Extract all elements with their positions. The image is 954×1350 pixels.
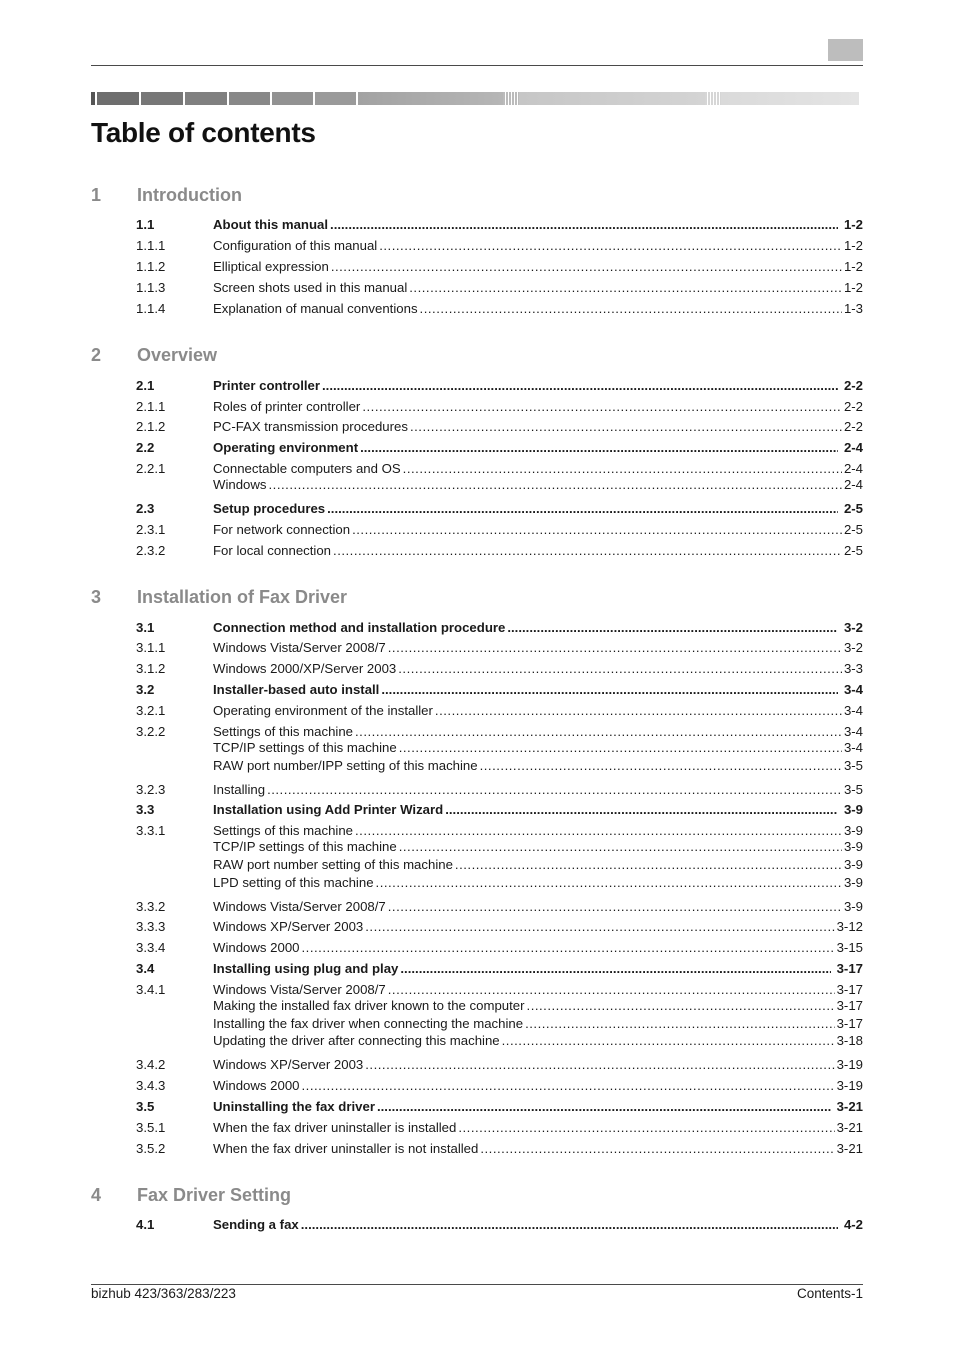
- toc-entry-page: 2-4: [843, 440, 863, 455]
- footer-model: bizhub 423/363/283/223: [91, 1286, 236, 1301]
- toc-entry-number: 3.1.2: [136, 661, 166, 676]
- toc-entry-label: Installation using Add Printer Wizard: [213, 802, 444, 817]
- toc-entry[interactable]: [136, 1216, 863, 1233]
- toc-entry-page: 3-4: [843, 740, 863, 755]
- toc-entry[interactable]: [136, 781, 863, 798]
- toc-entry[interactable]: [136, 702, 863, 719]
- toc-entry-page: 3-4: [843, 703, 863, 718]
- toc-entry-page: 2-5: [843, 501, 863, 516]
- toc-entry-number: 3.4.2: [136, 1057, 166, 1072]
- dot-leader: [409, 279, 842, 296]
- dot-leader: [403, 460, 842, 477]
- toc-entry-number: 3.3.4: [136, 940, 166, 955]
- toc-entry-page: 3-21: [836, 1141, 863, 1156]
- dot-leader: [445, 801, 838, 818]
- toc-entry[interactable]: [136, 300, 863, 317]
- toc-entry-label: Uninstalling the fax driver: [213, 1099, 375, 1114]
- dot-leader: [355, 822, 842, 839]
- toc-entry-number: 1.1.3: [136, 280, 166, 295]
- toc-entry[interactable]: [136, 723, 863, 740]
- chapter-title: Introduction: [137, 185, 242, 205]
- toc-entry[interactable]: [136, 1015, 863, 1032]
- chapter-heading: [91, 1185, 863, 1209]
- toc-entry-number: 3.5.2: [136, 1141, 166, 1156]
- toc-entry-label: Installing the fax driver when connecting the machine: [213, 1016, 524, 1031]
- toc-entry-number: 3.1: [136, 620, 155, 635]
- toc-entry-number: 3.4.3: [136, 1078, 166, 1093]
- toc-entry-page: 3-2: [843, 620, 863, 635]
- toc-entry-page: 3-4: [843, 724, 863, 739]
- dot-leader: [458, 1119, 834, 1136]
- toc-entry-label: Setup procedures: [213, 501, 326, 516]
- dot-leader: [269, 476, 842, 493]
- header-tab: [828, 39, 863, 61]
- toc-entry-page: 1-2: [843, 259, 863, 274]
- dot-leader: [327, 500, 838, 517]
- toc-entry[interactable]: [136, 838, 863, 855]
- toc-entry-label: Printer controller: [213, 378, 320, 393]
- toc-entry[interactable]: [136, 939, 863, 956]
- dot-leader: [376, 874, 842, 891]
- dot-leader: [302, 939, 835, 956]
- dot-leader: [388, 981, 835, 998]
- toc-entry-label: Windows Vista/Server 2008/7: [213, 899, 386, 914]
- toc-entry-page: 2-5: [843, 522, 863, 537]
- toc-entry-label: RAW port number setting of this machine: [213, 857, 453, 872]
- toc-entry-number: 1.1.4: [136, 301, 166, 316]
- toc-entry[interactable]: [136, 279, 863, 296]
- toc-entry-number: 3.2: [136, 682, 155, 697]
- toc-entry-label: About this manual: [213, 217, 329, 232]
- dot-leader: [365, 918, 834, 935]
- dot-leader: [365, 1056, 834, 1073]
- toc-entry[interactable]: [136, 856, 863, 873]
- dot-leader: [502, 1032, 835, 1049]
- toc-entry-label: Installing: [213, 782, 266, 797]
- toc-entry[interactable]: [136, 216, 863, 233]
- toc-entry-label: Connectable computers and OS: [213, 461, 401, 476]
- toc-entry-label: For network connection: [213, 522, 351, 537]
- toc-entry[interactable]: [136, 757, 863, 774]
- toc-entry-label: For local connection: [213, 543, 332, 558]
- dot-leader: [381, 681, 838, 698]
- dot-leader: [435, 702, 842, 719]
- toc-entry-label: Making the installed fax driver known to the computer: [213, 998, 525, 1013]
- toc-entry[interactable]: [136, 1098, 863, 1115]
- toc-entry-number: 3.4.1: [136, 982, 166, 997]
- toc-entry-page: 3-21: [836, 1099, 863, 1114]
- toc-entry-number: 3.2.2: [136, 724, 166, 739]
- toc-entry-page: 2-2: [843, 419, 863, 434]
- dot-leader: [507, 619, 838, 636]
- toc-entry-page: 2-4: [843, 461, 863, 476]
- toc-entry-page: 3-21: [836, 1120, 863, 1135]
- toc-entry-label: LPD setting of this machine: [213, 875, 374, 890]
- toc-entry-page: 2-4: [843, 477, 863, 492]
- toc-entry[interactable]: [136, 960, 863, 977]
- toc-entry-label: Windows XP/Server 2003: [213, 1057, 364, 1072]
- toc-entry-label: Windows XP/Server 2003: [213, 919, 364, 934]
- toc-entry-number: 2.2: [136, 440, 155, 455]
- chapter-title: Fax Driver Setting: [137, 1185, 292, 1205]
- toc-entry-label: Screen shots used in this manual: [213, 280, 408, 295]
- toc-entry[interactable]: [136, 476, 863, 493]
- toc-entry[interactable]: [136, 398, 863, 415]
- toc-entry-page: 3-12: [836, 919, 863, 934]
- toc-entry-label: Configuration of this manual: [213, 238, 378, 253]
- chapter-number: 4: [91, 1185, 102, 1205]
- toc-entry-label: Installing using plug and play: [213, 961, 399, 976]
- footer-page-number: Contents-1: [796, 1286, 863, 1301]
- dot-leader: [480, 1140, 834, 1157]
- chapter-heading: [91, 345, 863, 369]
- dot-leader: [362, 398, 842, 415]
- toc-entry-label: Windows Vista/Server 2008/7: [213, 640, 386, 655]
- toc-entry-number: 3.2.1: [136, 703, 166, 718]
- toc-entry-page: 3-4: [843, 682, 863, 697]
- toc-entry-number: 1.1.2: [136, 259, 166, 274]
- toc-entry-page: 2-5: [843, 543, 863, 558]
- toc-entry-page: 4-2: [843, 1217, 863, 1232]
- toc-entry-label: Connection method and installation procedure: [213, 620, 506, 635]
- toc-entry-label: Sending a fax: [213, 1217, 299, 1232]
- toc-entry-page: 1-2: [843, 238, 863, 253]
- dot-leader: [399, 838, 842, 855]
- toc-entry-number: 2.1.2: [136, 419, 166, 434]
- dot-leader: [388, 639, 842, 656]
- page-title: Table of contents: [91, 117, 316, 148]
- toc-entry-label: Updating the driver after connecting this machine: [213, 1033, 500, 1048]
- toc-entry[interactable]: [136, 801, 863, 818]
- toc-entry-page: 3-19: [836, 1078, 863, 1093]
- toc-entry-label: TCP/IP settings of this machine: [213, 740, 397, 755]
- toc-entry-number: 2.3.2: [136, 543, 166, 558]
- toc-entry[interactable]: [136, 460, 863, 477]
- toc-entry-label: When the fax driver uninstaller is not installed: [213, 1141, 479, 1156]
- toc-entry-label: Windows 2000/XP/Server 2003: [213, 661, 397, 676]
- dot-leader: [480, 757, 842, 774]
- toc-entry-page: 3-2: [843, 640, 863, 655]
- toc-entry[interactable]: [136, 1077, 863, 1094]
- decorative-bar: [91, 92, 863, 105]
- dot-leader: [267, 781, 842, 798]
- toc-entry-number: 2.1: [136, 378, 155, 393]
- toc-entry-page: 3-17: [836, 1016, 863, 1031]
- toc-entry-page: 3-3: [843, 661, 863, 676]
- toc-entry-number: 1.1.1: [136, 238, 166, 253]
- toc-entry-label: When the fax driver uninstaller is installed: [213, 1120, 457, 1135]
- dot-leader: [331, 258, 842, 275]
- toc-entry-label: Roles of printer controller: [213, 399, 361, 414]
- toc-entry[interactable]: [136, 377, 863, 394]
- toc-entry[interactable]: [136, 639, 863, 656]
- toc-entry[interactable]: [136, 542, 863, 559]
- toc-entry[interactable]: [136, 237, 863, 254]
- toc-entry-label: Operating environment: [213, 440, 359, 455]
- toc-entry-label: TCP/IP settings of this machine: [213, 839, 397, 854]
- toc-entry[interactable]: [136, 918, 863, 935]
- toc-entry-page: 3-5: [843, 782, 863, 797]
- toc-entry-page: 1-2: [843, 280, 863, 295]
- toc-entry-page: 3-17: [836, 982, 863, 997]
- toc-entry-label: Operating environment of the installer: [213, 703, 433, 718]
- dot-leader: [455, 856, 842, 873]
- toc-entry-label: Windows 2000: [213, 940, 300, 955]
- toc-entry[interactable]: [136, 1032, 863, 1049]
- toc-entry-number: 3.5: [136, 1099, 155, 1114]
- toc-entry-page: 3-9: [843, 857, 863, 872]
- toc-entry-number: 2.1.1: [136, 399, 166, 414]
- toc-entry[interactable]: [136, 822, 863, 839]
- dot-leader: [355, 723, 842, 740]
- toc-entry[interactable]: [136, 874, 863, 891]
- toc-entry-page: 2-2: [843, 399, 863, 414]
- toc-entry-page: 1-3: [843, 301, 863, 316]
- toc-entry[interactable]: [136, 997, 863, 1014]
- toc-entry-page: 3-18: [836, 1033, 863, 1048]
- toc-entry-number: 3.1.1: [136, 640, 166, 655]
- dot-leader: [330, 216, 838, 233]
- toc-entry-label: Windows Vista/Server 2008/7: [213, 982, 386, 997]
- toc-entry[interactable]: [136, 521, 863, 538]
- dot-leader: [400, 960, 830, 977]
- dot-leader: [398, 660, 842, 677]
- dot-leader: [301, 1216, 838, 1233]
- toc-entry-label: Explanation of manual conventions: [213, 301, 418, 316]
- toc-entry-page: 3-5: [843, 758, 863, 773]
- toc-entry-page: 3-9: [843, 802, 863, 817]
- toc-entry[interactable]: [136, 439, 863, 456]
- toc-entry-label: Settings of this machine: [213, 823, 354, 838]
- dot-leader: [525, 1015, 835, 1032]
- toc-entry-page: 1-2: [843, 217, 863, 232]
- toc-entry-page: 3-9: [843, 875, 863, 890]
- toc-entry-number: 2.3: [136, 501, 155, 516]
- chapter-heading: [91, 587, 863, 611]
- dot-leader: [527, 997, 835, 1014]
- toc-entry[interactable]: [136, 1140, 863, 1157]
- toc-entry-number: 3.4: [136, 961, 155, 976]
- dot-leader: [302, 1077, 835, 1094]
- dot-leader: [322, 377, 838, 394]
- toc-entry-label: Settings of this machine: [213, 724, 354, 739]
- toc-entry[interactable]: [136, 418, 863, 435]
- toc-entry-number: 1.1: [136, 217, 155, 232]
- toc-entry-label: Windows 2000: [213, 1078, 300, 1093]
- toc-entry-label: RAW port number/IPP setting of this machine: [213, 758, 478, 773]
- toc-entry-number: 3.3: [136, 802, 155, 817]
- chapter-number: 2: [91, 345, 102, 365]
- toc-entry-label: Windows: [213, 477, 267, 492]
- toc-entry[interactable]: [136, 660, 863, 677]
- chapter-heading: [91, 185, 863, 209]
- dot-leader: [410, 418, 842, 435]
- toc-entry-page: 3-17: [836, 998, 863, 1013]
- dot-leader: [388, 898, 842, 915]
- toc-entry-page: 3-9: [843, 839, 863, 854]
- toc-entry-page: 3-9: [843, 823, 863, 838]
- toc-entry[interactable]: [136, 500, 863, 517]
- chapter-number: 3: [91, 587, 102, 607]
- dot-leader: [379, 237, 842, 254]
- dot-leader: [352, 521, 842, 538]
- dot-leader: [377, 1098, 831, 1115]
- toc-entry-number: 2.3.1: [136, 522, 166, 537]
- header-rule: [91, 65, 863, 66]
- chapter-title: Overview: [137, 345, 218, 365]
- toc-entry[interactable]: [136, 258, 863, 275]
- chapter-title: Installation of Fax Driver: [137, 587, 348, 607]
- toc-entry-number: 4.1: [136, 1217, 155, 1232]
- toc-entry-label: Elliptical expression: [213, 259, 329, 274]
- toc-entry[interactable]: [136, 681, 863, 698]
- toc-entry-number: 3.5.1: [136, 1120, 166, 1135]
- toc-entry[interactable]: [136, 619, 863, 636]
- toc-entry-number: 3.3.1: [136, 823, 166, 838]
- dot-leader: [420, 300, 842, 317]
- footer-rule: [91, 1284, 863, 1285]
- toc-entry-label: PC-FAX transmission procedures: [213, 419, 408, 434]
- toc-entry[interactable]: [136, 1119, 863, 1136]
- toc-entry-page: 3-15: [836, 940, 863, 955]
- dot-leader: [360, 439, 838, 456]
- toc-entry[interactable]: [136, 739, 863, 756]
- chapter-number: 1: [91, 185, 102, 205]
- toc-entry-number: 2.2.1: [136, 461, 166, 476]
- toc-entry[interactable]: [136, 1056, 863, 1073]
- dot-leader: [333, 542, 842, 559]
- toc-entry-page: 2-2: [843, 378, 863, 393]
- toc-entry[interactable]: [136, 898, 863, 915]
- toc-entry-page: 3-19: [836, 1057, 863, 1072]
- toc-entry[interactable]: [136, 981, 863, 998]
- toc-entry-page: 3-9: [843, 899, 863, 914]
- toc-entry-page: 3-17: [836, 961, 863, 976]
- toc-entry-number: 3.3.3: [136, 919, 166, 934]
- toc-entry-label: Installer-based auto install: [213, 682, 380, 697]
- toc-entry-number: 3.3.2: [136, 899, 166, 914]
- toc-entry-number: 3.2.3: [136, 782, 166, 797]
- dot-leader: [399, 739, 842, 756]
